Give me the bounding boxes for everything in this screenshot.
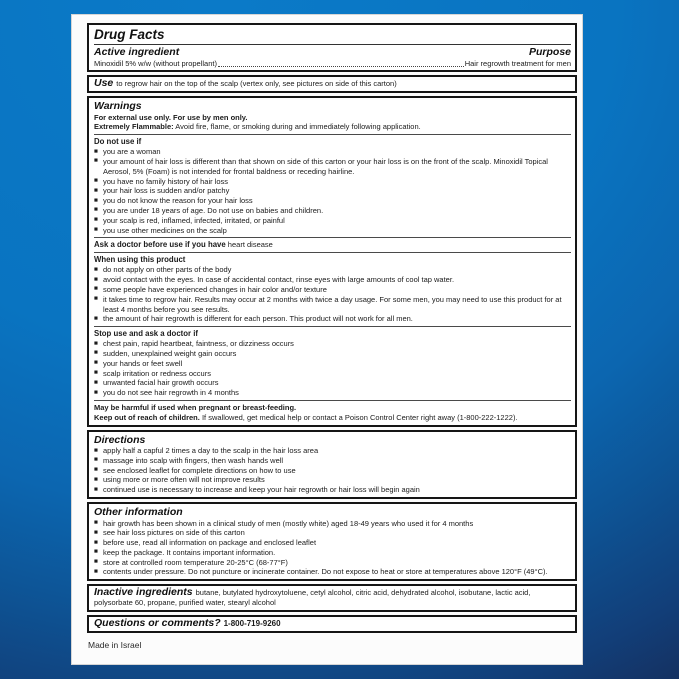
use-heading: Use bbox=[94, 77, 114, 90]
bullet-item bbox=[94, 206, 571, 216]
bullet-text: see enclosed leaflet for complete directions on how to use bbox=[103, 465, 296, 475]
active-ingredient-name: Minoxidil 5% w/w (without propellant) bbox=[94, 58, 217, 68]
bullet-square-icon: ■ bbox=[94, 388, 98, 396]
bullet-square-icon: ■ bbox=[94, 548, 98, 556]
active-ingredient-heading: Active ingredient bbox=[94, 46, 180, 58]
bullet-square-icon: ■ bbox=[94, 295, 98, 303]
when-using-list bbox=[94, 265, 571, 324]
bullet-text: hair growth has been shown in a clinical study of men (mostly white) aged 18-49 years who used it for 4 months bbox=[103, 518, 474, 528]
use-text: to regrow hair on the top of the scalp (vertex only, see pictures on side of this carton) bbox=[116, 79, 397, 89]
divider bbox=[94, 44, 571, 45]
bullet-square-icon: ■ bbox=[94, 558, 98, 566]
bullet-square-icon: ■ bbox=[94, 466, 98, 474]
bullet-item bbox=[94, 538, 571, 548]
bullet-item bbox=[94, 177, 571, 187]
ask-doctor-bold: Ask a doctor before use if you have bbox=[94, 240, 226, 250]
purpose-value: Hair regrowth treatment for men bbox=[464, 58, 571, 68]
bullet-text: keep the package. It contains important information. bbox=[103, 547, 276, 557]
questions-box bbox=[87, 615, 577, 633]
dotted-leader bbox=[218, 66, 464, 67]
questions-phone: 1-800-719-9260 bbox=[223, 618, 281, 628]
bullet-square-icon: ■ bbox=[94, 265, 98, 273]
bullet-item bbox=[94, 456, 571, 466]
drug-facts-label-card bbox=[71, 14, 583, 665]
other-information-list bbox=[94, 519, 571, 578]
bullet-text: contents under pressure. Do not puncture or incinerate container. Do not expose to heat or store at temperatures above 120°F (49°C). bbox=[103, 567, 548, 577]
bullet-item bbox=[94, 567, 571, 577]
bullet-text: it takes time to regrow hair. Results may occur at 2 months with twice a day usage. For some men, you may need to use this product for at least 4 months before you see results. bbox=[103, 294, 562, 314]
warnings-box bbox=[87, 96, 577, 426]
bullet-text: avoid contact with the eyes. In case of accidental contact, rinse eyes with large amounts of cool tap water. bbox=[103, 275, 455, 285]
drug-facts-header-box bbox=[87, 23, 577, 72]
bullet-text: you are a woman bbox=[103, 147, 161, 157]
bullet-text: before use, read all information on package and enclosed leaflet bbox=[103, 538, 317, 548]
bullet-text: your amount of hair loss is different than that shown on side of this carton or your hair loss is on the front of the scalp. Minoxidil Topical Aerosol, 5% (Foam) is not intended for frontal baldness or receding hairline. bbox=[103, 156, 548, 176]
bullet-text: you are under 18 years of age. Do not use on babies and children. bbox=[103, 205, 324, 215]
stop-use-list bbox=[94, 339, 571, 398]
bullet-item bbox=[94, 157, 571, 177]
bullet-item bbox=[94, 147, 571, 157]
bullet-item bbox=[94, 359, 571, 369]
bullet-square-icon: ■ bbox=[94, 216, 98, 224]
bullet-square-icon: ■ bbox=[94, 567, 98, 575]
other-information-box bbox=[87, 502, 577, 581]
bullet-square-icon: ■ bbox=[94, 196, 98, 204]
external-use-line: For external use only. For use by men only. bbox=[94, 112, 248, 122]
stop-use-section bbox=[94, 326, 571, 398]
keep-out-rest: If swallowed, get medical help or contact a Poison Control Center right away (1-800-222-1222). bbox=[199, 412, 518, 422]
other-information-heading: Other information bbox=[94, 506, 183, 518]
ask-doctor-rest: heart disease bbox=[225, 240, 273, 250]
bullet-item bbox=[94, 226, 571, 236]
bullet-item bbox=[94, 295, 571, 315]
bullet-text: you use other medicines on the scalp bbox=[103, 225, 227, 235]
bullet-text: using more or more often will not improve results bbox=[103, 475, 265, 485]
bullet-item bbox=[94, 548, 571, 558]
questions-heading: Questions or comments? bbox=[94, 616, 221, 629]
stop-use-heading: Stop use and ask a doctor if bbox=[94, 329, 198, 339]
bullet-item bbox=[94, 349, 571, 359]
bullet-square-icon: ■ bbox=[94, 475, 98, 483]
bullet-square-icon: ■ bbox=[94, 226, 98, 234]
bullet-text: chest pain, rapid heartbeat, faintness, or dizziness occurs bbox=[103, 339, 294, 349]
bullet-square-icon: ■ bbox=[94, 349, 98, 357]
bullet-text: do not apply on other parts of the body bbox=[103, 265, 232, 275]
bullet-square-icon: ■ bbox=[94, 177, 98, 185]
bullet-text: you have no family history of hair loss bbox=[103, 176, 229, 186]
page-title: Drug Facts bbox=[94, 27, 165, 42]
inactive-ingredients-heading: Inactive ingredients bbox=[94, 586, 193, 599]
flammable-bold: Extremely Flammable: bbox=[94, 122, 174, 132]
bullet-text: some people have experienced changes in hair color and/or texture bbox=[103, 284, 327, 294]
bullet-square-icon: ■ bbox=[94, 378, 98, 386]
active-ingredient-row bbox=[94, 59, 571, 69]
bullet-item bbox=[94, 466, 571, 476]
do-not-use-heading: Do not use if bbox=[94, 137, 142, 147]
bullet-text: you do not see hair regrowth in 4 months bbox=[103, 388, 239, 398]
bullet-item bbox=[94, 265, 571, 275]
bullet-text: your hair loss is sudden and/or patchy bbox=[103, 186, 230, 196]
inactive-ingredients-text: butane, butylated hydroxytoluene, cetyl alcohol, citric acid, dehydrated alcohol, isobutane, lactic acid, polysorbate 60, propane, purified water, stearyl alcohol bbox=[94, 588, 531, 608]
bullet-item bbox=[94, 216, 571, 226]
bullet-item bbox=[94, 378, 571, 388]
inactive-ingredients-box bbox=[87, 584, 577, 612]
made-in-label: Made in Israel bbox=[88, 639, 142, 650]
bullet-square-icon: ■ bbox=[94, 456, 98, 464]
bullet-item bbox=[94, 369, 571, 379]
bullet-square-icon: ■ bbox=[94, 538, 98, 546]
bullet-square-icon: ■ bbox=[94, 359, 98, 367]
bullet-text: store at controlled room temperature 20-25°C (68-77°F) bbox=[103, 557, 288, 567]
directions-box bbox=[87, 430, 577, 499]
bullet-text: see hair loss pictures on side of this carton bbox=[103, 528, 245, 538]
flammable-rest: Avoid fire, flame, or smoking during and immediately following application. bbox=[173, 122, 421, 132]
bullet-item bbox=[94, 339, 571, 349]
bullet-item bbox=[94, 196, 571, 206]
bullet-text: continued use is necessary to increase and keep your hair regrowth or hair loss will begin again bbox=[103, 485, 420, 495]
bullet-text: unwanted facial hair growth occurs bbox=[103, 378, 219, 388]
bullet-text: you do not know the reason for your hair loss bbox=[103, 196, 253, 206]
when-using-heading: When using this product bbox=[94, 255, 186, 265]
bullet-item bbox=[94, 519, 571, 529]
bullet-item bbox=[94, 314, 571, 324]
bullet-square-icon: ■ bbox=[94, 206, 98, 214]
bullet-text: your hands or feet swell bbox=[103, 358, 183, 368]
bullet-item bbox=[94, 446, 571, 456]
directions-list bbox=[94, 446, 571, 495]
bullet-square-icon: ■ bbox=[94, 528, 98, 536]
bullet-square-icon: ■ bbox=[94, 485, 98, 493]
bullet-item bbox=[94, 558, 571, 568]
bullet-text: scalp irritation or redness occurs bbox=[103, 368, 211, 378]
do-not-use-section bbox=[94, 134, 571, 235]
bullet-square-icon: ■ bbox=[94, 147, 98, 155]
bullet-text: apply half a capful 2 times a day to the scalp in the hair loss area bbox=[103, 446, 319, 456]
bullet-item bbox=[94, 485, 571, 495]
bullet-text: your scalp is red, inflamed, infected, irritated, or painful bbox=[103, 215, 285, 225]
do-not-use-list bbox=[94, 147, 571, 235]
bullet-item bbox=[94, 285, 571, 295]
bullet-item bbox=[94, 186, 571, 196]
bullet-square-icon: ■ bbox=[94, 519, 98, 526]
bullet-square-icon: ■ bbox=[94, 369, 98, 377]
pregnancy-keepout-section bbox=[94, 400, 571, 423]
use-box bbox=[87, 75, 577, 93]
bullet-item bbox=[94, 528, 571, 538]
bullet-square-icon: ■ bbox=[94, 157, 98, 165]
bullet-item bbox=[94, 388, 571, 398]
keep-out-line bbox=[94, 413, 571, 423]
ask-doctor-section bbox=[94, 237, 571, 250]
warnings-heading: Warnings bbox=[94, 100, 142, 113]
when-using-section bbox=[94, 252, 571, 324]
bullet-text: massage into scalp with fingers, then wash hands well bbox=[103, 455, 284, 465]
bullet-square-icon: ■ bbox=[94, 446, 98, 454]
bullet-item bbox=[94, 275, 571, 285]
bullet-square-icon: ■ bbox=[94, 285, 98, 293]
bullet-square-icon: ■ bbox=[94, 275, 98, 283]
bullet-text: sudden, unexplained weight gain occurs bbox=[103, 348, 237, 358]
flammable-line bbox=[94, 122, 571, 132]
bullet-item bbox=[94, 475, 571, 485]
bullet-square-icon: ■ bbox=[94, 339, 98, 347]
bullet-square-icon: ■ bbox=[94, 186, 98, 194]
pregnant-line: May be harmful if used when pregnant or breast-feeding. bbox=[94, 402, 297, 412]
bullet-square-icon: ■ bbox=[94, 314, 98, 322]
directions-heading: Directions bbox=[94, 433, 146, 446]
bullet-text: the amount of hair regrowth is different for each person. This product will not work for all men. bbox=[103, 314, 413, 324]
keep-out-bold: Keep out of reach of children. bbox=[94, 412, 200, 422]
purpose-heading: Purpose bbox=[528, 46, 571, 58]
